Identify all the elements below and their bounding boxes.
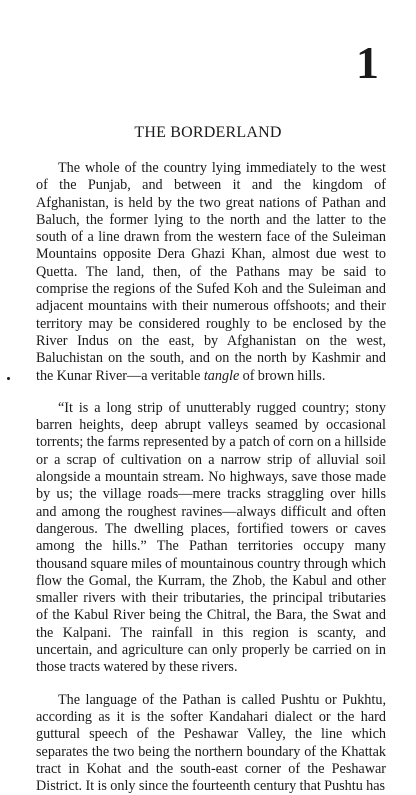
chapter-title: THE BORDERLAND [134, 124, 282, 141]
paragraph-1 [36, 160, 386, 385]
paragraph-1-end: of brown hills. [239, 367, 326, 384]
paragraph-1-text: The whole of the country lying immediately to the west of the Punjab, and between it and the kingdom of Afghanistan, is held by the two great nations of Pathan and Baluch, the former lying to the north and the latter to the south of a line drawn from the western face of the Suleiman Mountains opposite Dera Ghazi Khan, almost due west to Quetta. The land, then, of the Pathans may be said to comprise the regions of the Sufed Koh and the Suleiman and adjacent mountains with their numerous offshoots; and their territory may be considered roughly to be enclosed by the River Indus on the east, by Afghanistan on the west, Baluchistan on the south, and on the north by Kashmir and the Kunar River—a veritable [36, 160, 386, 384]
emphasis-tangle: tangle [203, 367, 240, 384]
chapter-number: 1 [356, 37, 378, 88]
body-text [36, 160, 386, 795]
paragraph-3: The language of the Pathan is called Pushtu or Pukhtu, according as it is the softer Kandahari dialect or the hard guttural speech of the Peshawar Valley, the line which separates the two being the northern boundary of the Khattak tract in Kohat and the south-east corner of the Peshawar District. It is only since the fourteenth century that Pushtu has [36, 691, 386, 795]
paragraph-2: “It is a long strip of unutterably rugged country; stony barren heights, deep abrupt valleys seamed by occasional torrents; the farms represented by a patch of corn on a hillside or a scrap of cultivation on a narrow strip of alluvial soil alongside a mountain stream. No highways, save those made by us; the village roads—mere tracks straggling over hills and among the roughest ravines—always difficult and often dangerous. The dwelling places, fortified towers or caves among the hills.” The Pathan territories occupy many thousand square miles of mountainous country through which flow the Gomal, the Kurram, the Zhob, the Kabul and other smaller rivers with their tributaries, the principal tributaries of the Kabul River being the Chitral, the Bara, the Swat and the Kalpani. The rainfall in this region is scanty, and uncertain, and agriculture can only properly be carried on in those tracts watered by these rivers. [36, 399, 386, 676]
stray-mark [7, 377, 10, 380]
